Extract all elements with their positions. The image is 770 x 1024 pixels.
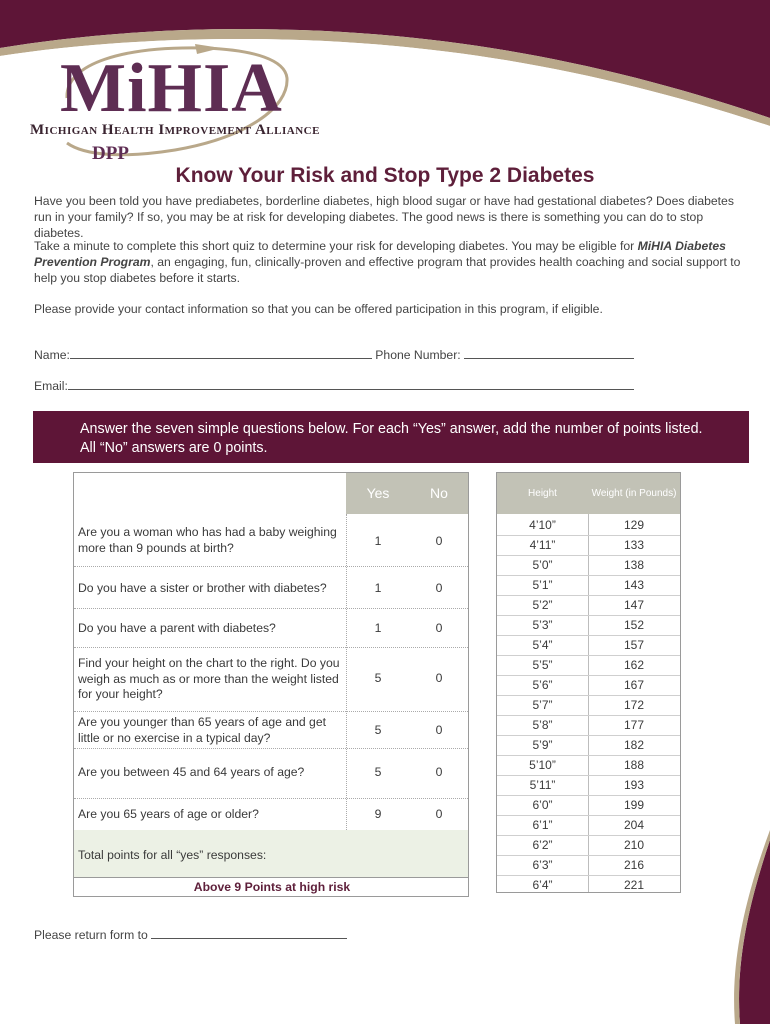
row-separator (74, 608, 468, 609)
name-phone-row (34, 347, 634, 362)
weight-cell: 167 (623, 677, 645, 692)
weight-cell: 138 (623, 557, 645, 572)
intro-paragraph-2 (34, 238, 754, 286)
question-6-yes[interactable]: 5 (374, 765, 382, 779)
question-7: Are you 65 years of age or older? (78, 807, 259, 821)
question-7-no[interactable]: 0 (435, 807, 443, 821)
height-cell: 5’1” (532, 577, 553, 592)
intro-paragraph-1: Have you been told you have prediabetes, borderline diabetes, high blood sugar or have had gestational diabetes? Does diabetes run in your family? If so, you may be at risk for developing diabetes. The good news is there is something you can do to stop diabetes. (34, 194, 734, 240)
return-form-row (34, 927, 347, 942)
name-label: Name: (34, 348, 70, 362)
weight-cell: 172 (623, 697, 645, 712)
page-title: Know Your Risk and Stop Type 2 Diabetes (175, 164, 595, 187)
intro-paragraph-3: Please provide your contact information so that you can be offered participation in this program, if eligible. (34, 302, 603, 316)
weight-cell: 162 (623, 657, 645, 672)
weight-cell: 152 (623, 617, 645, 632)
question-4-no[interactable]: 0 (435, 671, 443, 685)
intro-p2-end: , an engaging, fun, clinically-proven and effective program that provides health coaching and social support to help you stop diabetes before it starts. (34, 255, 741, 285)
height-header: Height (497, 473, 588, 514)
question-1-no[interactable]: 0 (435, 534, 443, 548)
risk-threshold-note: Above 9 Points at high risk (193, 880, 351, 894)
logo-subtitle: Michigan Health Improvement Alliance (30, 122, 320, 138)
weight-header: Weight (in Pounds) (588, 473, 680, 514)
weight-cell: 143 (623, 577, 645, 592)
height-cell: 6’2” (532, 837, 553, 852)
height-cell: 5’9” (532, 737, 553, 752)
height-cell: 5’8” (532, 717, 553, 732)
weight-cell: 188 (623, 757, 645, 772)
weight-cell: 204 (623, 817, 645, 832)
question-1: Are you a woman who has had a baby weighing more than 9 pounds at birth? (78, 525, 337, 555)
footer-swoosh (680, 820, 770, 1024)
banner-line-1: Answer the seven simple questions below. For each “Yes” answer, add the number of points listed. (80, 421, 703, 437)
no-header: No (410, 473, 468, 514)
height-cell: 5’7” (532, 697, 553, 712)
height-cell: 6’3” (532, 857, 553, 872)
height-cell: 4’11” (529, 537, 556, 552)
banner-line-2: All “No” answers are 0 points. (80, 440, 268, 456)
question-3-yes[interactable]: 1 (374, 621, 382, 635)
question-6: Are you between 45 and 64 years of age? (78, 765, 305, 779)
email-field[interactable] (68, 378, 634, 390)
height-cell: 5’3” (532, 617, 553, 632)
height-cell: 6’1” (532, 817, 553, 832)
question-3: Do you have a parent with diabetes? (78, 621, 276, 635)
question-2-no[interactable]: 0 (435, 581, 443, 595)
weight-cell: 221 (623, 877, 645, 892)
height-cell: 4’10” (529, 517, 556, 532)
total-label: Total points for all “yes” responses: (78, 848, 267, 862)
weight-cell: 177 (623, 717, 645, 732)
question-7-yes[interactable]: 9 (374, 807, 382, 821)
question-4: Find your height on the chart to the right. Do you weigh as much as or more than the weight listed for your height? (78, 656, 340, 701)
total-no-field[interactable] (410, 830, 468, 877)
question-2: Do you have a sister or brother with diabetes? (78, 581, 327, 595)
weight-cell: 216 (623, 857, 645, 872)
height-cell: 5’6” (532, 677, 553, 692)
email-label: Email: (34, 379, 68, 393)
return-address-field[interactable] (151, 927, 347, 939)
logo-wordmark: MiHIA (60, 50, 283, 127)
question-5-yes[interactable]: 5 (374, 723, 382, 737)
footer-divider (74, 877, 468, 878)
row-separator (74, 647, 468, 648)
name-field[interactable] (70, 347, 372, 359)
height-cell: 6’4” (532, 877, 553, 892)
question-1-yes[interactable]: 1 (374, 534, 382, 548)
email-row (34, 378, 634, 393)
height-cell: 5’4” (532, 637, 553, 652)
row-separator (74, 711, 468, 712)
intro-p2-start: Take a minute to complete this short quiz to determine your risk for developing diabetes. You may be eligible for (34, 239, 638, 253)
weight-cell: 147 (623, 597, 645, 612)
question-6-no[interactable]: 0 (435, 765, 443, 779)
row-separator (74, 566, 468, 567)
question-5-no[interactable]: 0 (435, 723, 443, 737)
instructions-banner (33, 411, 749, 463)
question-3-no[interactable]: 0 (435, 621, 443, 635)
row-separator (74, 748, 468, 749)
height-cell: 5’5” (532, 657, 553, 672)
weight-cell: 182 (623, 737, 645, 752)
row-separator (74, 798, 468, 799)
quiz-table (73, 472, 469, 897)
weight-cell: 193 (623, 777, 645, 792)
height-cell: 6’0” (532, 797, 553, 812)
weight-cell: 157 (623, 637, 645, 652)
yes-header: Yes (346, 473, 410, 514)
program-name: MiHIA Diabetes Prevention Program (34, 239, 726, 269)
question-4-yes[interactable]: 5 (374, 671, 382, 685)
weight-cell: 210 (623, 837, 645, 852)
height-cell: 5’11” (529, 777, 556, 792)
question-2-yes[interactable]: 1 (374, 581, 382, 595)
height-cell: 5’2” (532, 597, 553, 612)
logo-program: DPP (92, 143, 129, 164)
height-weight-table (496, 472, 681, 893)
phone-label: Phone Number: (375, 348, 461, 362)
weight-cell: 133 (623, 537, 645, 552)
weight-cell: 199 (623, 797, 645, 812)
height-cell: 5’10” (529, 757, 556, 772)
question-5: Are you younger than 65 years of age and get little or no exercise in a typical day? (78, 715, 326, 745)
total-yes-field[interactable] (346, 830, 410, 877)
weight-cell: 129 (623, 517, 645, 532)
phone-field[interactable] (464, 347, 634, 359)
return-label: Please return form to (34, 928, 148, 942)
height-cell: 5’0” (532, 557, 553, 572)
